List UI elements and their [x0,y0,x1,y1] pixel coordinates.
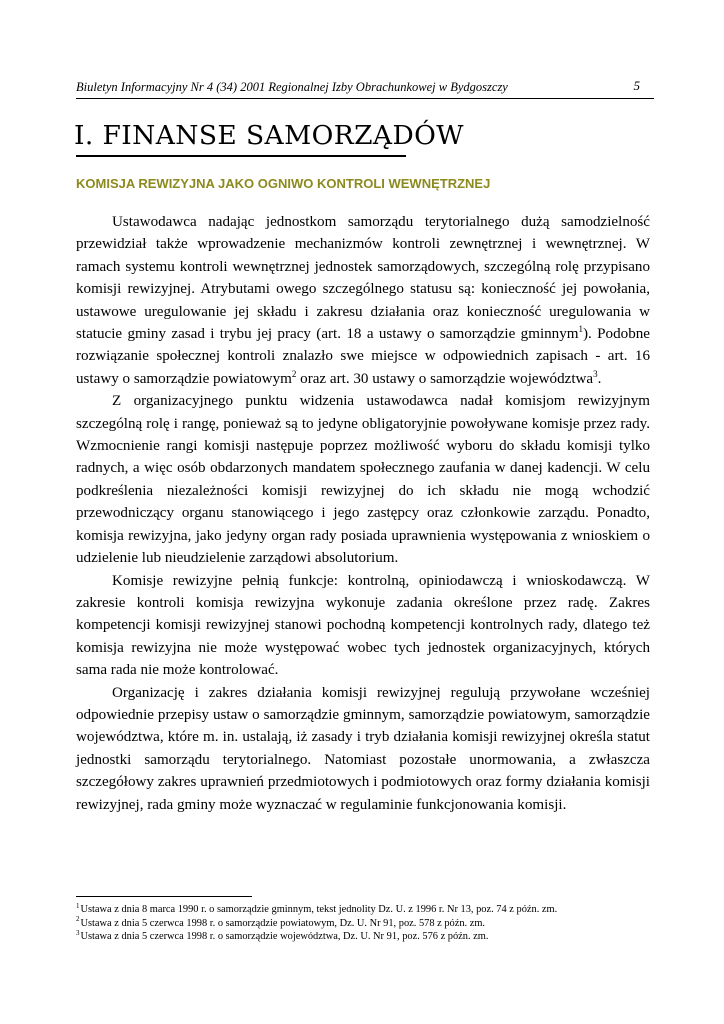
footnote-marker: 1 [76,901,80,910]
footnote-text: Ustawa z dnia 5 czerwca 1998 r. o samorządzie powiatowym, Dz. U. Nr 91, poz. 578 z późn. zm. [80,917,486,929]
chapter-title-underline [76,155,406,157]
paragraph-1-part-2: ). Podobne rozwiązanie społecznej kontroli znalazło swe miejsce w odpowiednich zapisach - art. 16 ustawy o samorządzie powiatowym [76,326,650,387]
paragraph-3: Komisje rewizyjne pełnią funkcje: kontrolną, opiniodawczą i wnioskodawczą. W zakresie kontroli komisja rewizyjna wykonuje zadania określone przez radę. Zakres kompetencji komisji rewizyjnej stanowi pochodną kompetencji kontrolnych rady, dlatego też komisja rewizyjna nie może występować wobec tych jednostek organizacyjnych, których sama rada nie może kontrolować. [76,572,650,679]
running-header [76,78,654,99]
footnote-ref-2[interactable]: 2 [291,368,297,379]
paragraph-1 [76,211,650,390]
page-number: 5 [633,78,640,93]
footnote-text: Ustawa z dnia 8 marca 1990 r. o samorządzie gminnym, tekst jednolity Dz. U. z 1996 r. Nr 13, poz. 74 z późn. zm. [80,904,558,915]
footnote-ref-1[interactable]: 1 [578,324,584,334]
footnote-marker: 2 [76,915,80,924]
paragraph-4: Organizację i zakres działania komisji rewizyjnej regulują przywołane wcześniej odpowiednie przepisy ustaw o samorządzie gminnym, samorządzie powiatowym, samorządzie województwa, które m. in. ustalają, iż zasady i tryb działania komisji rewizyjnej określa statut jednostki samorządu terytorialnego. Natomiast pozostałe unormowania, a zwłaszcza szczegółowy zakres uprawnień przedmiotowych i podmiotowych oraz formy działania komisji rewizyjnej, rada gminy może wyznaczać w regulaminie funkcjonowania komisji. [76,684,650,813]
running-header-title: Biuletyn Informacyjny Nr 4 (34) 2001 Regionalnej Izby Obrachunkowej w Bydgoszczy [76,80,508,94]
footnote-3 [76,930,666,944]
paragraph-2: Z organizacyjnego punktu widzenia ustawodawca nadał komisjom rewizyjnym szczególną rolę i rangę, ponieważ są to jedyne obligatoryjnie powoływane komisje przez rady. Wzmocnienie rangi komisji następuje poprzez możliwość wyboru do składu komisji tylko radnych, a więc osób obdarzonych mandatem społecznego zaufania w danej kadencji. W celu podkreślenia niezależności komisji rewizyjnej do ich składu nie mogą wchodzić przewodniczący organu stanowiącego i jego zastępcy oraz członkowie zarządu. Ponadto, komisja rewizyjna, jako jedyny organ rady posiada uprawnienia występowania z wnioskiem o udzielenie lub nieudzielenie zarządowi absolutorium. [76,393,650,567]
footnote-2 [76,917,666,931]
paragraph-1-part-3: oraz art. 30 ustawy o samorządzie województwa [296,370,594,387]
footnote-separator [76,896,252,897]
section-heading: KOMISJA REWIZYJNA JAKO OGNIWO KONTROLI WEWNĘTRZNEJ [76,176,491,191]
paragraph-1-part-4: . [597,370,602,387]
paragraph-1-part-1: Ustawodawca nadając jednostkom samorządu terytorialnego dużą samodzielność przewidział także wprowadzenie mechanizmów kontroli zewnętrznej i wewnętrznej. W ramach systemu kontroli wewnętrznej jednostek samorządowych, szczególną rolę przypisano komisji rewizyjnej. Atrybutami owego szczególnego statusu są: konieczność jej powołania, ustawowe uregulowanie jej składu i zakresu działania oraz konieczność uregulowania w statucie gminy zasad i trybu jej pracy (art. 18 a ustawy o samorządzie gminnym [76,214,650,343]
article-body [76,211,650,816]
footnote-marker: 3 [76,928,80,937]
footnote-1 [76,903,666,917]
chapter-title: I. FINANSE SAMORZĄDÓW [74,120,464,151]
footnote-ref-3[interactable]: 3 [593,368,598,379]
footnotes [76,903,666,944]
footnote-text: Ustawa z dnia 5 czerwca 1998 r. o samorządzie województwa, Dz. U. Nr 91, poz. 576 z późn. zm. [80,931,489,942]
